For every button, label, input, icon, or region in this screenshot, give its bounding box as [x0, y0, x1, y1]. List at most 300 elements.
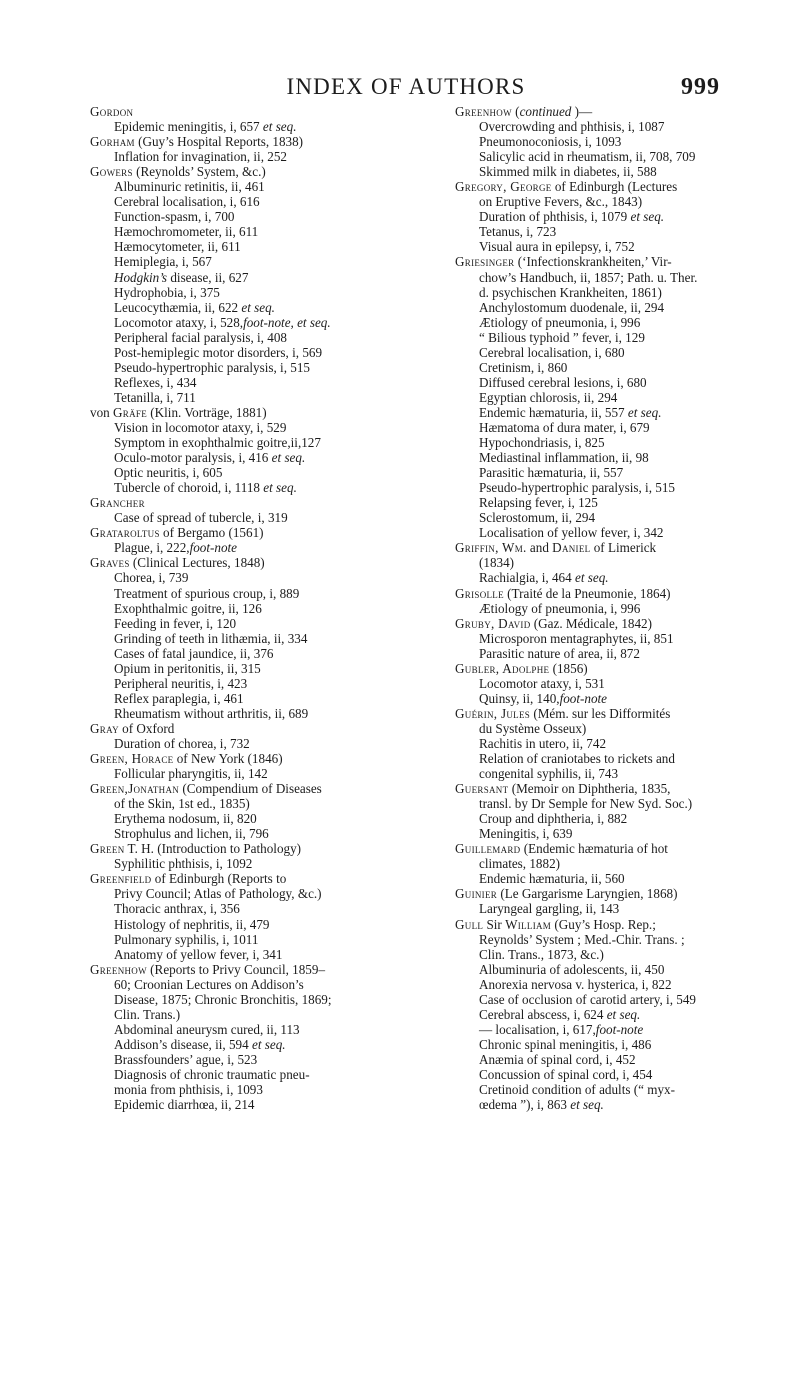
- entry-text: Anchylostomum duodenale, ii, 294: [479, 299, 665, 315]
- entry-text: (Reynolds’ System, &c.): [132, 164, 266, 180]
- index-subentry: [455, 435, 785, 450]
- index-subentry: [455, 209, 785, 224]
- index-subentry: [455, 134, 785, 149]
- entry-text: climates, 1882): [479, 856, 561, 872]
- entry-text: Locomotor ataxy, i, 531: [479, 675, 605, 691]
- index-entry-heading: [455, 540, 785, 555]
- index-entry-heading: [90, 721, 428, 736]
- index-entry-heading: [90, 871, 428, 886]
- index-entry-continuation: [455, 932, 785, 947]
- entry-text: du Système Osseux): [479, 720, 587, 736]
- entry-text: Pseudo-hypertrophic paralysis, i, 515: [479, 480, 675, 496]
- index-entry-heading: [455, 254, 785, 269]
- entry-text: Anatomy of yellow fever, i, 341: [114, 946, 283, 962]
- entry-text: (Compendium of Diseases: [179, 781, 322, 797]
- entry-text: transl. by Dr Semple for New Syd. Soc.): [479, 796, 693, 812]
- index-entry-heading: [455, 586, 785, 601]
- index-entry-continuation: [90, 796, 428, 811]
- index-column-right: [455, 104, 785, 1112]
- entry-text: Epidemic diarrhœa, ii, 214: [114, 1097, 255, 1113]
- index-subentry: [455, 495, 785, 510]
- entry-text: Duration of phthisis, i, 1079: [479, 209, 631, 225]
- author-name: Gräfe: [113, 404, 147, 420]
- entry-text: of Edinburgh (Reports to: [151, 871, 287, 887]
- entry-text: Anorexia nervosa v. hysterica, i, 822: [479, 976, 672, 992]
- entry-text: (Guy’s Hosp. Rep.;: [551, 916, 656, 932]
- index-entry-continuation: [455, 270, 785, 285]
- index-subentry: [90, 1037, 428, 1052]
- index-subentry: [90, 646, 428, 661]
- index-subentry: [90, 661, 428, 676]
- author-name: Gray: [90, 720, 119, 736]
- entry-text: Hæmocytometer, ii, 611: [114, 239, 241, 255]
- index-subentry: [455, 1052, 785, 1067]
- index-subentry: [455, 119, 785, 134]
- index-subentry: [90, 736, 428, 751]
- entry-text: Sclerostomum, ii, 294: [479, 510, 596, 526]
- index-entry-continuation: [90, 992, 428, 1007]
- entry-text: of Edinburgh (Lectures: [551, 179, 678, 195]
- index-subentry: [455, 811, 785, 826]
- entry-text: (1856): [549, 660, 588, 676]
- index-subentry: [90, 435, 428, 450]
- index-subentry: [455, 992, 785, 1007]
- italic-text: et seq.: [606, 1006, 641, 1022]
- index-subentry: [90, 420, 428, 435]
- entry-text: Diffused cerebral lesions, i, 680: [479, 374, 647, 390]
- index-subentry: [455, 1007, 785, 1022]
- page-header: [92, 74, 720, 104]
- entry-text: Endemic hæmaturia, ii, 560: [479, 871, 625, 887]
- index-subentry: [90, 766, 428, 781]
- entry-text: Strophulus and lichen, ii, 796: [114, 826, 269, 842]
- italic-text: foot-note: [595, 1021, 644, 1037]
- entry-text: Cerebral localisation, i, 680: [479, 344, 625, 360]
- entry-text: (Guy’s Hospital Reports, 1838): [134, 134, 304, 150]
- index-subentry: [90, 601, 428, 616]
- entry-text: Relation of craniotabes to rickets and: [479, 751, 675, 767]
- entry-text: Concussion of spinal cord, i, 454: [479, 1067, 653, 1082]
- index-subentry: [455, 390, 785, 405]
- entry-text: Optic neuritis, i, 605: [114, 465, 223, 481]
- index-subentry: [455, 224, 785, 239]
- author-name: Greenhow: [455, 104, 512, 119]
- index-entry-heading: [90, 134, 428, 149]
- index-subentry: [90, 676, 428, 691]
- entry-text: Plague, i, 222,: [114, 540, 190, 556]
- entry-text: Inflation for invagination, ii, 252: [114, 149, 287, 165]
- entry-text: (Le Gargarisme Laryngien, 1868): [497, 886, 678, 902]
- entry-text: Cretinism, i, 860: [479, 359, 568, 375]
- author-name: Green, Horace: [90, 751, 174, 767]
- author-name: Gorham: [90, 134, 135, 150]
- entry-text: Symptom in exophthalmic goitre,ii,127: [114, 435, 321, 451]
- page-number: 999: [681, 74, 720, 100]
- index-entry-heading: [455, 661, 785, 676]
- index-subentry: [90, 826, 428, 841]
- index-entry-heading: [90, 781, 428, 796]
- index-subentry: [455, 1082, 785, 1097]
- index-subentry: [455, 751, 785, 766]
- author-name: Gordon: [90, 104, 134, 119]
- entry-text: Relapsing fever, i, 125: [479, 495, 598, 511]
- index-subentry: [90, 856, 428, 871]
- entry-text: Anæmia of spinal cord, i, 452: [479, 1051, 636, 1067]
- index-subentry: [90, 239, 428, 254]
- entry-text: Tubercle of choroid, i, 1118: [114, 480, 264, 496]
- index-subentry: [90, 315, 428, 330]
- entry-text: Ætiology of pneumonia, i, 996: [479, 600, 641, 616]
- italic-text: foot-note, et seq.: [243, 314, 331, 330]
- index-subentry: [455, 1097, 785, 1112]
- index-entry-heading: [90, 751, 428, 766]
- entry-text: von: [90, 404, 113, 420]
- index-entry-heading: [455, 179, 785, 194]
- entry-text: Hemiplegia, i, 567: [114, 254, 212, 270]
- index-entry-heading: [90, 104, 428, 119]
- entry-text: Syphilitic phthisis, i, 1092: [114, 856, 253, 872]
- entry-text: Clin. Trans., 1873, &c.): [479, 946, 604, 962]
- index-entry-heading: [90, 405, 428, 420]
- index-subentry: [455, 736, 785, 751]
- index-subentry: [90, 1082, 428, 1097]
- author-name: Greenhow: [90, 961, 147, 977]
- index-subentry: [90, 586, 428, 601]
- index-entry-continuation: [455, 194, 785, 209]
- entry-text: Treatment of spurious croup, i, 889: [114, 585, 300, 601]
- entry-text: Croup and diphtheria, i, 882: [479, 811, 628, 827]
- entry-text: Oculo-motor paralysis, i, 416: [114, 450, 272, 466]
- entry-text: (Endemic hæmaturia of hot: [520, 841, 668, 857]
- entry-text: Follicular pharyngitis, ii, 142: [114, 766, 268, 782]
- index-subentry: [455, 345, 785, 360]
- index-subentry: [90, 285, 428, 300]
- author-name: Griffin, Wm.: [455, 540, 527, 556]
- entry-text: T. H. (Introduction to Pathology): [124, 841, 302, 857]
- author-name: Gruby, David: [455, 615, 531, 631]
- entry-text: Histology of nephritis, ii, 479: [114, 916, 270, 932]
- entry-text: Ætiology of pneumonia, i, 996: [479, 314, 641, 330]
- index-subentry: [90, 1022, 428, 1037]
- italic-text: foot-note: [559, 690, 608, 706]
- index-entry-heading: [455, 104, 785, 119]
- index-subentry: [455, 601, 785, 616]
- entry-text: chow’s Handbuch, ii, 1857; Path. u. Ther.: [479, 269, 698, 285]
- entry-text: Endemic hæmaturia, ii, 557: [479, 404, 628, 420]
- index-entry-continuation: [455, 947, 785, 962]
- entry-text: of Oxford: [118, 720, 175, 736]
- entry-text: Function-spasm, i, 700: [114, 209, 235, 225]
- index-subentry: [455, 525, 785, 540]
- index-entry-heading: [90, 841, 428, 856]
- entry-text: Cases of fatal jaundice, ii, 376: [114, 645, 274, 661]
- entry-text: and: [526, 540, 553, 556]
- index-entry-heading: [455, 616, 785, 631]
- author-name: Grataroltus: [90, 525, 160, 541]
- index-subentry: [90, 570, 428, 585]
- index-subentry: [90, 480, 428, 495]
- author-name: Gregory, George: [455, 179, 552, 195]
- entry-text: Tetanus, i, 723: [479, 224, 557, 240]
- index-subentry: [90, 224, 428, 239]
- index-subentry: [90, 947, 428, 962]
- entry-text: of New York (1846): [173, 751, 283, 767]
- index-subentry: [90, 691, 428, 706]
- entry-text: Leucocythæmia, ii, 622: [114, 299, 242, 315]
- entry-text: Privy Council; Atlas of Pathology, &c.): [114, 886, 322, 902]
- index-subentry: [455, 901, 785, 916]
- index-subentry: [455, 1067, 785, 1082]
- index-entry-heading: [90, 495, 428, 510]
- index-subentry: [455, 315, 785, 330]
- entry-text: Post-hemiplegic motor disorders, i, 569: [114, 344, 323, 360]
- running-head: INDEX OF AUTHORS: [286, 74, 526, 99]
- entry-text: Hæmochromometer, ii, 611: [114, 224, 259, 240]
- index-subentry: [455, 1037, 785, 1052]
- entry-text: 60; Croonian Lectures on Addison’s: [114, 976, 304, 992]
- index-subentry: [90, 254, 428, 269]
- index-subentry: [455, 300, 785, 315]
- index-entry-continuation: [455, 796, 785, 811]
- entry-text: Reflex paraplegia, i, 461: [114, 690, 244, 706]
- italic-text: et seq.: [630, 209, 665, 225]
- author-name: Guersant: [455, 781, 509, 797]
- author-name: Daniel: [552, 540, 591, 556]
- entry-text: (Memoir on Diphtheria, 1835,: [508, 781, 671, 797]
- index-subentry: [455, 164, 785, 179]
- entry-text: Epidemic meningitis, i, 657: [114, 119, 263, 135]
- entry-text: on Eruptive Fevers, &c., 1843): [479, 194, 643, 210]
- entry-text: of the Skin, 1st ed., 1835): [114, 796, 250, 812]
- entry-text: Exophthalmic goitre, ii, 126: [114, 600, 262, 616]
- index-subentry: [455, 149, 785, 164]
- author-name: Green: [90, 841, 125, 857]
- entry-text: Cerebral localisation, i, 616: [114, 194, 260, 210]
- index-subentry: [455, 646, 785, 661]
- index-subentry: [455, 631, 785, 646]
- index-column-left: [90, 104, 428, 1112]
- entry-text: Rachitis in utero, ii, 742: [479, 735, 607, 751]
- entry-text: Reynolds’ System ; Med.-Chir. Trans. ;: [479, 931, 685, 947]
- entry-text: (Mém. sur les Difformités: [530, 705, 671, 721]
- entry-text: Mediastinal inflammation, ii, 98: [479, 450, 649, 466]
- index-subentry: [455, 962, 785, 977]
- italic-text: et seq.: [262, 119, 297, 135]
- index-entry-continuation: [455, 285, 785, 300]
- index-subentry: [90, 1097, 428, 1112]
- entry-text: Hæmatoma of dura mater, i, 679: [479, 419, 650, 435]
- entry-text: Laryngeal gargling, ii, 143: [479, 901, 620, 917]
- index-subentry: [90, 360, 428, 375]
- entry-text: Cretinoid condition of adults (“ myx-: [479, 1082, 675, 1098]
- entry-text: Parasitic nature of area, ii, 872: [479, 645, 640, 661]
- index-entry-heading: [90, 555, 428, 570]
- index-subentry: [455, 405, 785, 420]
- entry-text: Cerebral abscess, i, 624: [479, 1006, 607, 1022]
- entry-text: œdema ”), i, 863: [479, 1097, 571, 1113]
- index-subentry: [90, 616, 428, 631]
- entry-text: monia from phthisis, i, 1093: [114, 1082, 263, 1098]
- italic-text: et seq.: [251, 1036, 286, 1052]
- entry-text: Sir: [483, 916, 506, 932]
- italic-text: et seq.: [241, 299, 275, 315]
- entry-text: Pneumonoconiosis, i, 1093: [479, 134, 622, 150]
- entry-text: (Traité de la Pneumonie, 1864): [503, 585, 671, 601]
- entry-text: Overcrowding and phthisis, i, 1087: [479, 119, 665, 135]
- index-entry-heading: [455, 781, 785, 796]
- index-subentry: [90, 1067, 428, 1082]
- entry-text: Egyptian chlorosis, ii, 294: [479, 389, 618, 405]
- index-subentry: [90, 390, 428, 405]
- entry-text: Rheumatism without arthritis, ii, 689: [114, 705, 309, 721]
- index-entry-continuation: [455, 555, 785, 570]
- entry-text: Hydrophobia, i, 375: [114, 284, 220, 300]
- index-subentry: [455, 676, 785, 691]
- index-entry-continuation: [90, 977, 428, 992]
- entry-text: Hypochondriasis, i, 825: [479, 435, 605, 451]
- index-entry-heading: [90, 962, 428, 977]
- entry-text: (1834): [479, 555, 515, 571]
- entry-text: of Bergamo (1561): [159, 525, 264, 541]
- entry-text: — localisation, i, 617,: [479, 1021, 596, 1037]
- entry-text: Peripheral facial paralysis, i, 408: [114, 329, 287, 345]
- entry-text: Skimmed milk in diabetes, ii, 588: [479, 164, 657, 180]
- index-entry-heading: [455, 917, 785, 932]
- index-subentry: [90, 209, 428, 224]
- entry-text: Pulmonary syphilis, i, 1011: [114, 931, 259, 947]
- entry-text: Localisation of yellow fever, i, 342: [479, 525, 664, 541]
- index-subentry: [90, 465, 428, 480]
- italic-text: foot-note: [189, 540, 238, 556]
- entry-text: Albuminuric retinitis, ii, 461: [114, 179, 265, 195]
- entry-text: )—: [571, 104, 593, 119]
- author-name: Gubler, Adolphe: [455, 660, 550, 676]
- index-entry-continuation: [90, 1007, 428, 1022]
- entry-text: Microsporon mentagraphytes, ii, 851: [479, 630, 674, 646]
- entry-text: Visual aura in epilepsy, i, 752: [479, 239, 635, 255]
- index-subentry: [90, 345, 428, 360]
- index-subentry: [455, 450, 785, 465]
- entry-text: Duration of chorea, i, 732: [114, 735, 250, 751]
- entry-text: d. psychischen Krankheiten, 1861): [479, 284, 662, 300]
- entry-text: Brassfounders’ ague, i, 523: [114, 1051, 258, 1067]
- entry-text: (: [511, 104, 520, 119]
- index-subentry: [455, 239, 785, 254]
- index-subentry: [455, 375, 785, 390]
- index-subentry: [90, 510, 428, 525]
- italic-text: et seq.: [570, 1097, 604, 1113]
- index-entry-continuation: [455, 721, 785, 736]
- index-subentry: [90, 631, 428, 646]
- entry-text: Locomotor ataxy, i, 528,: [114, 314, 244, 330]
- index-entry-heading: [455, 841, 785, 856]
- index-subentry: [90, 119, 428, 134]
- entry-text: Tetanilla, i, 711: [114, 389, 196, 405]
- index-subentry: [455, 826, 785, 841]
- entry-text: Quinsy, ii, 140,: [479, 690, 560, 706]
- index-subentry: [90, 194, 428, 209]
- italic-text: et seq.: [263, 480, 297, 496]
- entry-text: (Reports to Privy Council, 1859–: [146, 961, 326, 977]
- index-subentry: [90, 179, 428, 194]
- italic-text: et seq.: [627, 404, 662, 420]
- index-subentry: [455, 465, 785, 480]
- entry-text: “ Bilious typhoid ” fever, i, 129: [479, 329, 645, 345]
- index-entry-heading: [90, 164, 428, 179]
- index-subentry: [90, 811, 428, 826]
- author-name: Guillemard: [455, 841, 521, 857]
- entry-text: (‘Infectionskrankheiten,’ Vir-: [514, 254, 672, 270]
- index-subentry: [90, 270, 428, 285]
- entry-text: Addison’s disease, ii, 594: [114, 1036, 252, 1052]
- entry-text: Disease, 1875; Chronic Bronchitis, 1869;: [114, 991, 332, 1007]
- author-name: Gowers: [90, 164, 133, 180]
- entry-text: Rachialgia, i, 464: [479, 570, 575, 586]
- index-subentry: [455, 977, 785, 992]
- entry-text: Albuminuria of adolescents, ii, 450: [479, 961, 665, 977]
- author-name: Guinier: [455, 886, 498, 902]
- index-entry-continuation: [455, 856, 785, 871]
- entry-text: Reflexes, i, 434: [114, 374, 197, 390]
- entry-text: (Clinical Lectures, 1848): [129, 555, 265, 571]
- entry-text: Chronic spinal meningitis, i, 486: [479, 1036, 652, 1052]
- entry-text: Parasitic hæmaturia, ii, 557: [479, 465, 624, 481]
- index-entry-continuation: [90, 886, 428, 901]
- index-subentry: [90, 149, 428, 164]
- index-subentry: [455, 360, 785, 375]
- entry-text: disease, ii, 627: [167, 269, 249, 285]
- author-name: Grisolle: [455, 585, 504, 601]
- index-subentry: [90, 540, 428, 555]
- italic-text: et seq.: [271, 450, 306, 466]
- index-subentry: [455, 871, 785, 886]
- index-subentry: [90, 300, 428, 315]
- italic-text: continued: [519, 104, 572, 119]
- index-subentry: [455, 480, 785, 495]
- entry-text: Case of occlusion of carotid artery, i, 549: [479, 991, 696, 1007]
- index-entry-heading: [90, 525, 428, 540]
- entry-text: (Gaz. Médicale, 1842): [530, 615, 652, 631]
- entry-text: of Limerick: [590, 540, 657, 556]
- author-name: Green,Jonathan: [90, 781, 180, 797]
- entry-text: Case of spread of tubercle, i, 319: [114, 510, 288, 526]
- entry-text: Grinding of teeth in lithæmia, ii, 334: [114, 630, 308, 646]
- entry-text: Salicylic acid in rheumatism, ii, 708, 709: [479, 149, 696, 165]
- index-subentry: [90, 450, 428, 465]
- index-subentry: [455, 1022, 785, 1037]
- index-subentry: [90, 917, 428, 932]
- entry-text: Pseudo-hypertrophic paralysis, i, 515: [114, 359, 310, 375]
- entry-text: Peripheral neuritis, i, 423: [114, 675, 248, 691]
- index-subentry: [90, 1052, 428, 1067]
- index-subentry: [455, 570, 785, 585]
- index-entry-heading: [455, 706, 785, 721]
- entry-text: Chorea, i, 739: [114, 570, 189, 586]
- index-subentry: [455, 691, 785, 706]
- entry-text: Meningitis, i, 639: [479, 826, 573, 842]
- entry-text: Erythema nodosum, ii, 820: [114, 811, 257, 827]
- index-subentry: [90, 375, 428, 390]
- index-entry-heading: [455, 886, 785, 901]
- author-name: Gull: [455, 916, 484, 932]
- author-name: Greenfield: [90, 871, 152, 887]
- author-name: William: [505, 916, 552, 932]
- author-name: Griesinger: [455, 254, 515, 270]
- italic-text: et seq.: [574, 570, 609, 586]
- author-name: Grancher: [90, 495, 145, 511]
- author-name: Guérin, Jules: [455, 705, 531, 721]
- index-subentry: [455, 766, 785, 781]
